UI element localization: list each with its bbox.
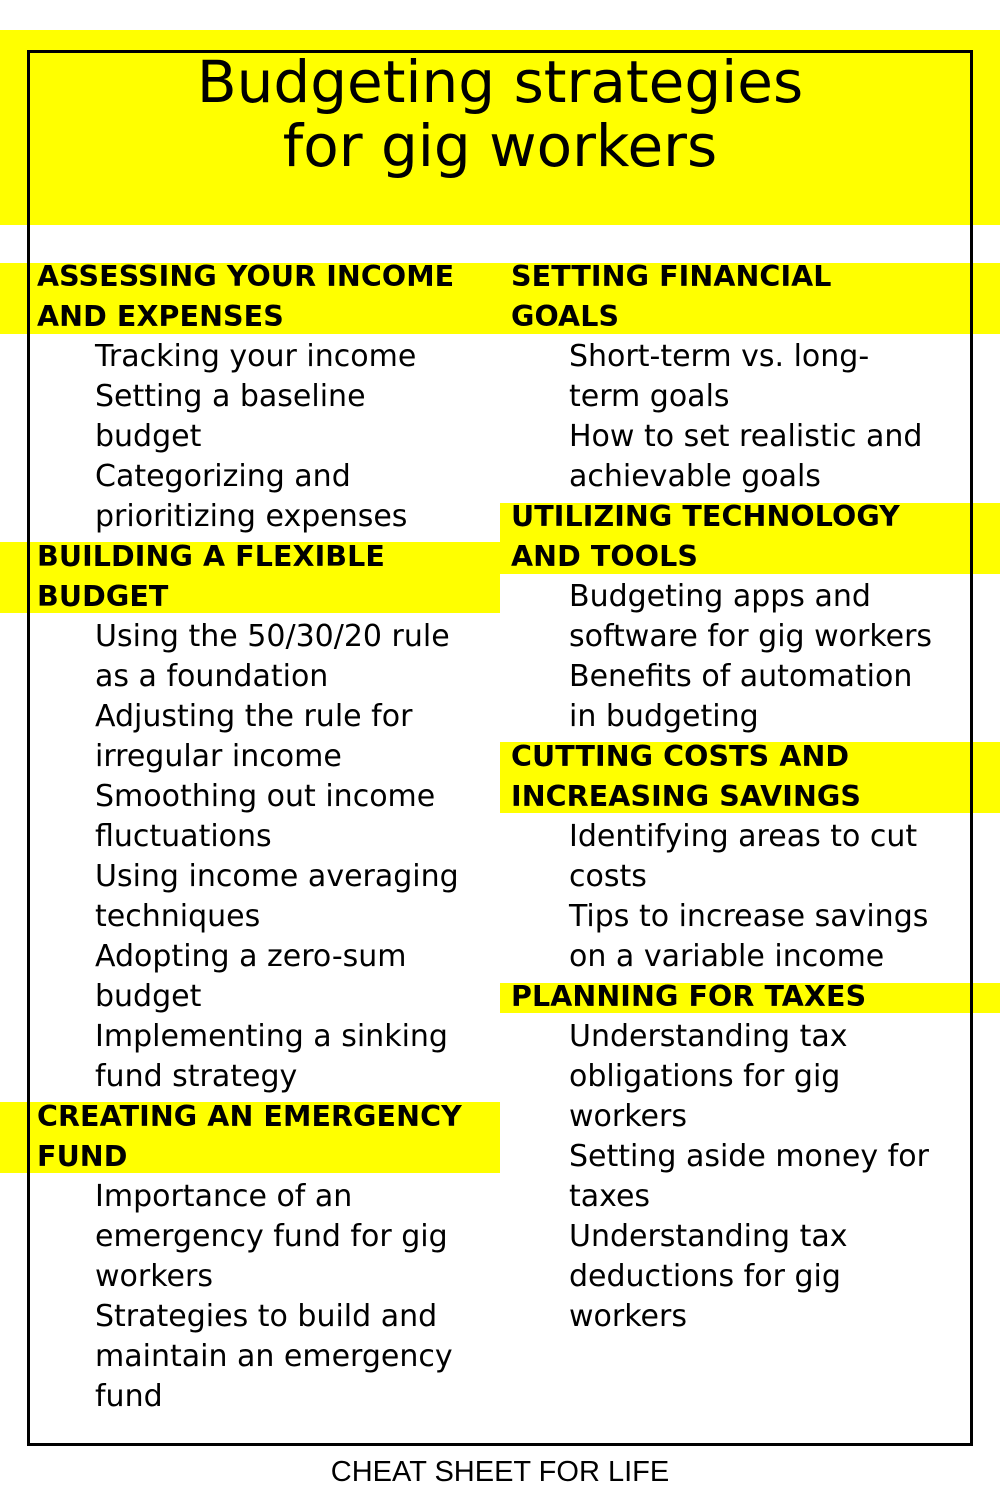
section-heading [37,1097,462,1177]
list-item: fund strategy [95,1059,298,1094]
list-item: in budgeting [569,699,759,734]
list-item: techniques [95,899,261,934]
list-item: deductions for gig [569,1259,841,1294]
list-item: Implementing a sinking [95,1019,448,1054]
heading-line: SETTING FINANCIAL [511,260,832,293]
list-item: as a foundation [95,659,329,694]
list-item: term goals [569,379,730,414]
item-list [511,817,928,977]
list-item: Smoothing out income [95,779,436,814]
right-section-taxes [511,977,929,1337]
list-item: taxes [569,1179,651,1214]
item-list [37,1177,462,1417]
list-item: Budgeting apps and [569,579,871,614]
list-item: workers [569,1299,687,1334]
list-item: Tips to increase savings [569,899,929,934]
heading-line: BUDGET [37,580,169,613]
section-heading [511,977,929,1017]
list-item: maintain an emergency [95,1339,453,1374]
title-line-2: for gig workers [282,112,718,180]
left-section-flexible-budget [37,537,459,1097]
heading-line: GOALS [511,300,620,333]
list-item: Using income averaging [95,859,459,894]
heading-line: AND EXPENSES [37,300,284,333]
list-item: budget [95,419,202,454]
list-item: workers [95,1259,213,1294]
list-item: achievable goals [569,459,821,494]
item-list [511,337,922,497]
list-item: Benefits of automation [569,659,913,694]
left-section-assessing [37,257,454,537]
list-item: Adjusting the rule for [95,699,413,734]
heading-line: AND TOOLS [511,540,698,573]
title-line-1: Budgeting strategies [196,48,804,116]
right-section-financial-goals [511,257,922,497]
item-list [37,617,459,1097]
list-item: budget [95,979,202,1014]
heading-line: FUND [37,1140,128,1173]
item-list [511,577,932,737]
list-item: workers [569,1099,687,1134]
list-item: Identifying areas to cut [569,819,918,854]
left-section-emergency-fund [37,1097,462,1417]
list-item: Understanding tax [569,1219,848,1254]
list-item: Understanding tax [569,1019,848,1054]
list-item: Tracking your income [95,339,417,374]
list-item: emergency fund for gig [95,1219,448,1254]
list-item: Setting aside money for [569,1139,929,1174]
list-item: software for gig workers [569,619,933,654]
item-list [511,1017,929,1337]
list-item: fluctuations [95,819,272,854]
list-item: Importance of an [95,1179,353,1214]
list-item: Using the 50/30/20 rule [95,619,450,654]
right-section-cutting-costs [511,737,928,977]
list-item: Strategies to build and [95,1299,438,1334]
heading-line: UTILIZING TECHNOLOGY [511,500,900,533]
list-item: obligations for gig [569,1059,841,1094]
heading-line: INCREASING SAVINGS [511,780,862,813]
heading-line: BUILDING A FLEXIBLE [37,540,385,573]
heading-line: CUTTING COSTS AND [511,740,850,773]
section-heading [511,737,928,817]
list-item: on a variable income [569,939,885,974]
section-heading [511,497,932,577]
section-heading [511,257,922,337]
list-item: fund [95,1379,163,1414]
page-title [30,50,970,178]
list-item: Categorizing and [95,459,351,494]
list-item: How to set realistic and [569,419,923,454]
item-list [37,337,454,537]
section-heading [37,257,454,337]
heading-line: PLANNING FOR TAXES [511,980,867,1013]
list-item: irregular income [95,739,342,774]
list-item: prioritizing expenses [95,499,408,534]
heading-line: CREATING AN EMERGENCY [37,1100,462,1133]
footer-brand: CHEAT SHEET FOR LIFE [330,1456,670,1488]
section-heading [37,537,459,617]
list-item: Short-term vs. long- [569,339,870,374]
list-item: Setting a baseline [95,379,366,414]
heading-line: ASSESSING YOUR INCOME [37,260,455,293]
list-item: costs [569,859,647,894]
list-item: Adopting a zero-sum [95,939,407,974]
right-section-technology [511,497,932,737]
